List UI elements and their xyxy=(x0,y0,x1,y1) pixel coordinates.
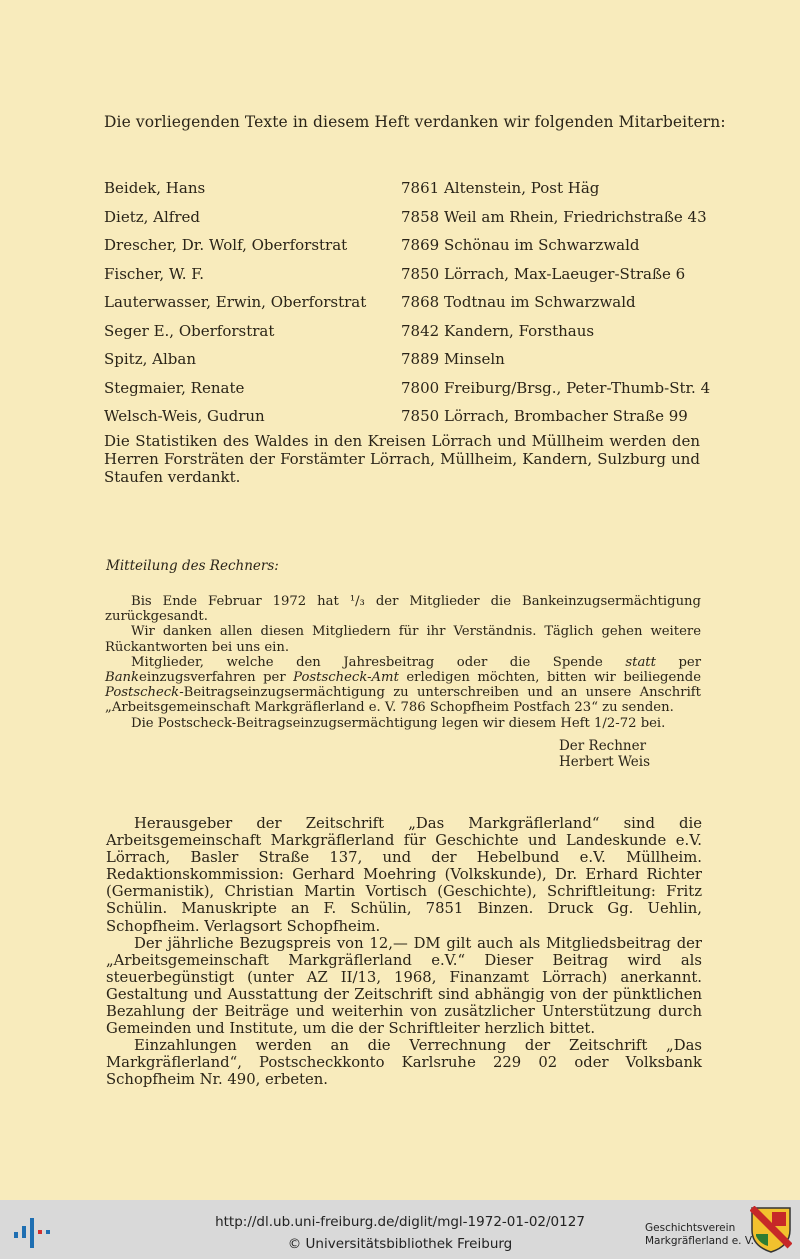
society-name xyxy=(645,1222,754,1248)
contributor-row xyxy=(104,378,711,397)
contributor-row xyxy=(104,236,640,254)
signature-name: Herbert Weis xyxy=(558,754,650,770)
contributor-name: Beidek, Hans xyxy=(104,179,206,197)
text-run: -Beitragseinzugsermächtigung zu unterschreiben und an unsere Anschrift „Arbeitsgemeinschaft Markgräflerland e. V. 786 Schopfheim Postfach 23“ zu senden. xyxy=(105,685,701,716)
text-run: Mitglieder, welche den Jahresbeitrag oder die Spende xyxy=(131,654,626,670)
statistics-note: Die Statistiken des Waldes in den Kreisen Lörrach und Müllheim werden den Herren Forsträten der Forstämter Lörrach, Müllheim, Kandern, Sulzburg und Staufen verdankt. xyxy=(104,432,700,486)
page-url-link[interactable]: http://dl.ub.uni-freiburg.de/diglit/mgl-1972-01-02/0127 xyxy=(215,1214,585,1230)
treasurer-paragraph xyxy=(105,655,701,716)
text-run: einzugsverfahren per xyxy=(139,670,294,686)
contributor-name: Spitz, Alban xyxy=(104,350,196,368)
treasurer-notice xyxy=(105,594,701,731)
contributor-name: Seger E., Oberforstrat xyxy=(104,321,275,340)
publisher-info xyxy=(106,815,702,1089)
contributor-row xyxy=(104,293,636,311)
publisher-paragraph: Der jährliche Bezugspreis von 12,— DM gilt auch als Mitgliedsbeitrag der „Arbeitsgemeinschaft Markgräflerland e.V.“ Dieser Beitrag wird als steuerbegünstigt (unter AZ II/13, 1968, Finanzamt Lörrach) anerkannt. Gestaltung und Ausstattung der Zeitschrift sind abhängig von der pünktlichen Bezahlung der Beiträge und weiterhin von zusätzlicher Unterstützung durch Gemeinden und Institute, um die der Schriftleiter herzlich bittet. xyxy=(106,934,702,1038)
text-run: erledigen möchten, bitten wir beiliegende xyxy=(398,670,702,686)
contributor-name: Welsch-Weis, Gudrun xyxy=(104,407,265,425)
treasurer-paragraph: Wir danken allen diesen Mitgliedern für ihr Verständnis. Täglich gehen weitere Rückantworten bei uns ein. xyxy=(105,624,701,655)
contributor-address: 7800 Freiburg/Brsg., Peter-Thumb-Str. 4 xyxy=(401,378,711,397)
footer-bar xyxy=(0,1200,800,1259)
contributor-row xyxy=(104,179,600,197)
italic-run: Postscheck-Amt xyxy=(293,670,399,686)
text-run: per xyxy=(655,654,701,670)
society-line: Geschichtsverein xyxy=(645,1222,736,1234)
treasurer-paragraph: Die Postscheck-Beitragseinzugsermächtigung legen wir diesem Heft 1/2-72 bei. xyxy=(131,715,666,731)
coat-of-arms-icon[interactable] xyxy=(750,1206,792,1254)
contributor-row xyxy=(104,264,686,283)
treasurer-heading: Mitteilung des Rechners: xyxy=(106,558,279,574)
treasurer-paragraph: Bis Ende Februar 1972 hat ¹/₃ der Mitglieder die Bankeinzugsermächtigung zurückgesandt. xyxy=(105,594,701,625)
contributor-row xyxy=(104,207,707,226)
italic-run: Postscheck xyxy=(105,685,180,701)
contributor-row xyxy=(104,350,505,368)
signature-title: Der Rechner xyxy=(558,738,647,754)
contributor-address: 7889 Minseln xyxy=(401,350,505,368)
contributor-address: 7842 Kandern, Forsthaus xyxy=(401,321,595,340)
publisher-paragraph: Einzahlungen werden an die Verrechnung der Zeitschrift „Das Markgräflerland“, Postscheckkonto Karlsruhe 229 02 oder Volksbank Schopfheim Nr. 490, erbeten. xyxy=(106,1037,702,1089)
society-line: Markgräflerland e. V. xyxy=(645,1235,755,1247)
contributor-name: Dietz, Alfred xyxy=(104,207,200,226)
italic-run: Bank xyxy=(105,670,140,686)
contributor-address: 7868 Todtnau im Schwarzwald xyxy=(401,293,636,311)
copyright-text: © Universitätsbibliothek Freiburg xyxy=(287,1236,513,1252)
contributor-address: 7861 Altenstein, Post Häg xyxy=(401,179,600,197)
contributor-name: Lauterwasser, Erwin, Oberforstrat xyxy=(104,293,367,311)
publisher-paragraph: Herausgeber der Zeitschrift „Das Markgräflerland“ sind die Arbeitsgemeinschaft Markgräflerland für Geschichte und Landeskunde e.V. Lörrach, Basler Straße 137, und der Hebelbund e.V. Müllheim. Redaktionskommission: Gerhard Moehring (Volkskunde), Dr. Erhard Richter (Germanistik), Christian Martin Vortisch (Geschichte), Schriftleitung: Fritz Schülin. Manuskripte an F. Schülin, 7851 Binzen. Druck Gg. Uehlin, Schopfheim. Verlagsort Schopfheim. xyxy=(106,815,702,935)
contributor-address: 7869 Schönau im Schwarzwald xyxy=(401,236,640,254)
intro-text: Die vorliegenden Texte in diesem Heft verdanken wir folgenden Mitarbeitern: xyxy=(104,113,726,131)
signature-block xyxy=(559,738,650,770)
contributor-row xyxy=(104,407,688,425)
contributor-address: 7858 Weil am Rhein, Friedrichstraße 43 xyxy=(401,207,707,226)
contributor-name: Stegmaier, Renate xyxy=(104,378,245,397)
italic-run: statt xyxy=(625,654,656,670)
contributor-row xyxy=(104,321,595,340)
contributor-address: 7850 Lörrach, Max-Laeuger-Straße 6 xyxy=(401,264,686,283)
contributor-address: 7850 Lörrach, Brombacher Straße 99 xyxy=(401,407,688,425)
contributor-name: Drescher, Dr. Wolf, Oberforstrat xyxy=(104,236,348,254)
contributor-name: Fischer, W. F. xyxy=(104,264,205,283)
